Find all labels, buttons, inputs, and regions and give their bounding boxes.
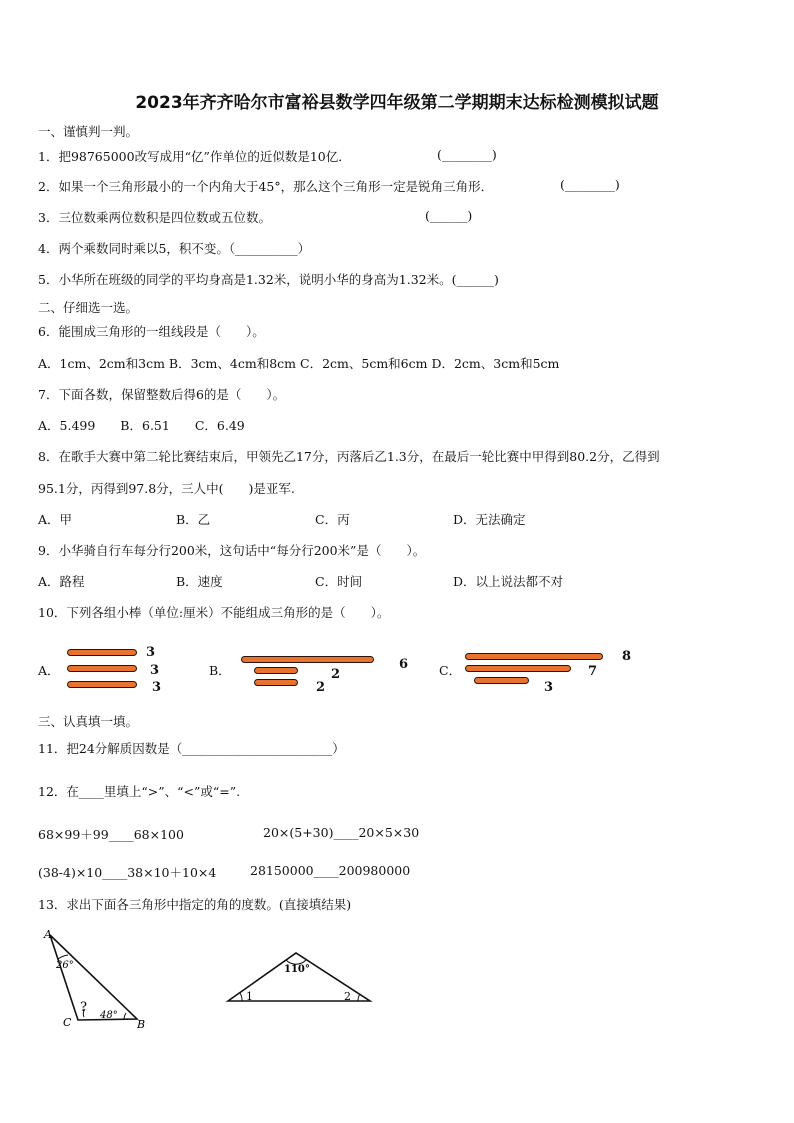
question-7-text: 7．下面各数，保留整数后得6的是（ ）。 (38, 387, 286, 402)
page-title: 2023年齐齐哈尔市富裕县数学四年级第二学期期末达标检测模拟试题 (135, 93, 659, 113)
question-3-text: 3．三位数乘两位数积是四位数或五位数。 (38, 210, 271, 225)
q10-option-a-label[interactable]: A． (38, 663, 60, 678)
vertex-label-b: B (137, 1018, 146, 1031)
stick (254, 679, 298, 686)
question-5-text[interactable]: 5．小华所在班级的同学的平均身高是1.32米，说明小华的身高为1.32米。(______) (38, 272, 499, 287)
section-heading-fill: 三、认真填一填。 (38, 714, 139, 729)
question-2-text: 2．如果一个三角形最小的一个内角大于45°，那么这个三角形一定是锐角三角形． (38, 179, 494, 194)
question-9-option-b[interactable]: B．速度 (176, 574, 223, 589)
q12-item-1[interactable]: 68×99＋99____68×100 (38, 827, 184, 842)
q12-item-3[interactable]: (38-4)×10____38×10＋10×4 (38, 865, 217, 880)
triangle-figure-1 (40, 925, 160, 1035)
question-6-options[interactable]: A．1cm、2cm和3cm B．3cm、4cm和8cm C．2cm、5cm和6cm D．2cm、3cm和5cm (38, 356, 560, 371)
stick (254, 667, 298, 674)
q10-option-b-label[interactable]: B． (209, 663, 231, 678)
question-3-answer-bracket[interactable]: (______) (425, 208, 473, 223)
question-6-text: 6．能围成三角形的一组线段是（ ）。 (38, 324, 265, 339)
question-1-text: 1．把98765000改写成用“亿”作单位的近似数是10亿． (38, 149, 351, 164)
stick (465, 665, 571, 672)
question-9-option-c[interactable]: C．时间 (315, 574, 363, 589)
question-1-answer-bracket[interactable]: (________) (437, 147, 497, 162)
question-8-option-b[interactable]: B．乙 (176, 512, 211, 527)
angle-2-label: 2 (344, 990, 351, 1003)
section-heading-choose: 二、仔细选一选。 (38, 300, 139, 315)
question-7-options[interactable]: A．5.499 B．6.51 C．6.49 (38, 418, 245, 433)
vertex-label-c: C (63, 1016, 72, 1029)
question-8-option-a[interactable]: A．甲 (38, 512, 73, 527)
stick-length-label: 2 (331, 667, 341, 682)
q12-item-2[interactable]: 20×(5+30)____20×5×30 (263, 825, 420, 840)
stick-length-label: 3 (544, 680, 554, 695)
question-11-text[interactable]: 11．把24分解质因数是（________________________） (38, 741, 345, 756)
stick (465, 653, 603, 660)
stick (474, 677, 529, 684)
stick (67, 649, 137, 656)
question-9-text: 9．小华骑自行车每分行200米，这句话中“每分行200米”是（ ）。 (38, 543, 426, 558)
question-4-text[interactable]: 4．两个乘数同时乘以5，积不变。（__________） (38, 241, 311, 256)
question-12-text: 12．在____里填上“>”、“<”或“=”. (38, 784, 241, 799)
angle-a-label: 26° (56, 960, 74, 971)
angle-b-label: 48° (100, 1010, 118, 1021)
stick (67, 665, 137, 672)
question-8-text-line1: 8．在歌手大赛中第二轮比赛结束后，甲领先乙17分，丙落后乙1.3分，在最后一轮比赛中甲得到80.2分，乙得到 (38, 449, 660, 464)
q12-item-4[interactable]: 28150000____200980000 (250, 863, 411, 878)
question-1 (38, 147, 351, 165)
question-8-option-d[interactable]: D．无法确定 (453, 512, 526, 527)
vertex-label-a: A (44, 928, 52, 941)
stick-length-label: 8 (622, 649, 632, 664)
stick-length-label: 2 (316, 680, 326, 695)
question-8-option-c[interactable]: C．丙 (315, 512, 350, 527)
stick-length-label: 3 (150, 663, 160, 678)
stick-length-label: 3 (146, 645, 156, 660)
question-10-text: 10．下列各组小棒（单位:厘米）不能组成三角形的是（ ）。 (38, 605, 390, 620)
angle-1-label: 1 (246, 990, 253, 1003)
question-13-text: 13．求出下面各三角形中指定的角的度数。(直接填结果) (38, 897, 352, 912)
triangle-figure-2 (220, 945, 380, 1009)
stick-length-label: 6 (399, 657, 409, 672)
question-2-answer-bracket[interactable]: (________) (560, 177, 620, 192)
section-heading-judge: 一、谨慎判一判。 (38, 124, 139, 139)
top-angle-label: 110° (284, 964, 310, 975)
q10-option-c-label[interactable]: C． (439, 663, 462, 678)
stick (67, 681, 137, 688)
stick-length-label: 7 (588, 664, 598, 679)
stick-length-label: 3 (152, 680, 162, 695)
stick (241, 656, 374, 663)
question-8-text-line2: 95.1分，丙得到97.8分，三人中( )是亚军. (38, 481, 295, 496)
question-9-option-d[interactable]: D．以上说法都不对 (453, 574, 564, 589)
unknown-angle-label: ? (80, 1000, 87, 1015)
question-9-option-a[interactable]: A．路程 (38, 574, 85, 589)
